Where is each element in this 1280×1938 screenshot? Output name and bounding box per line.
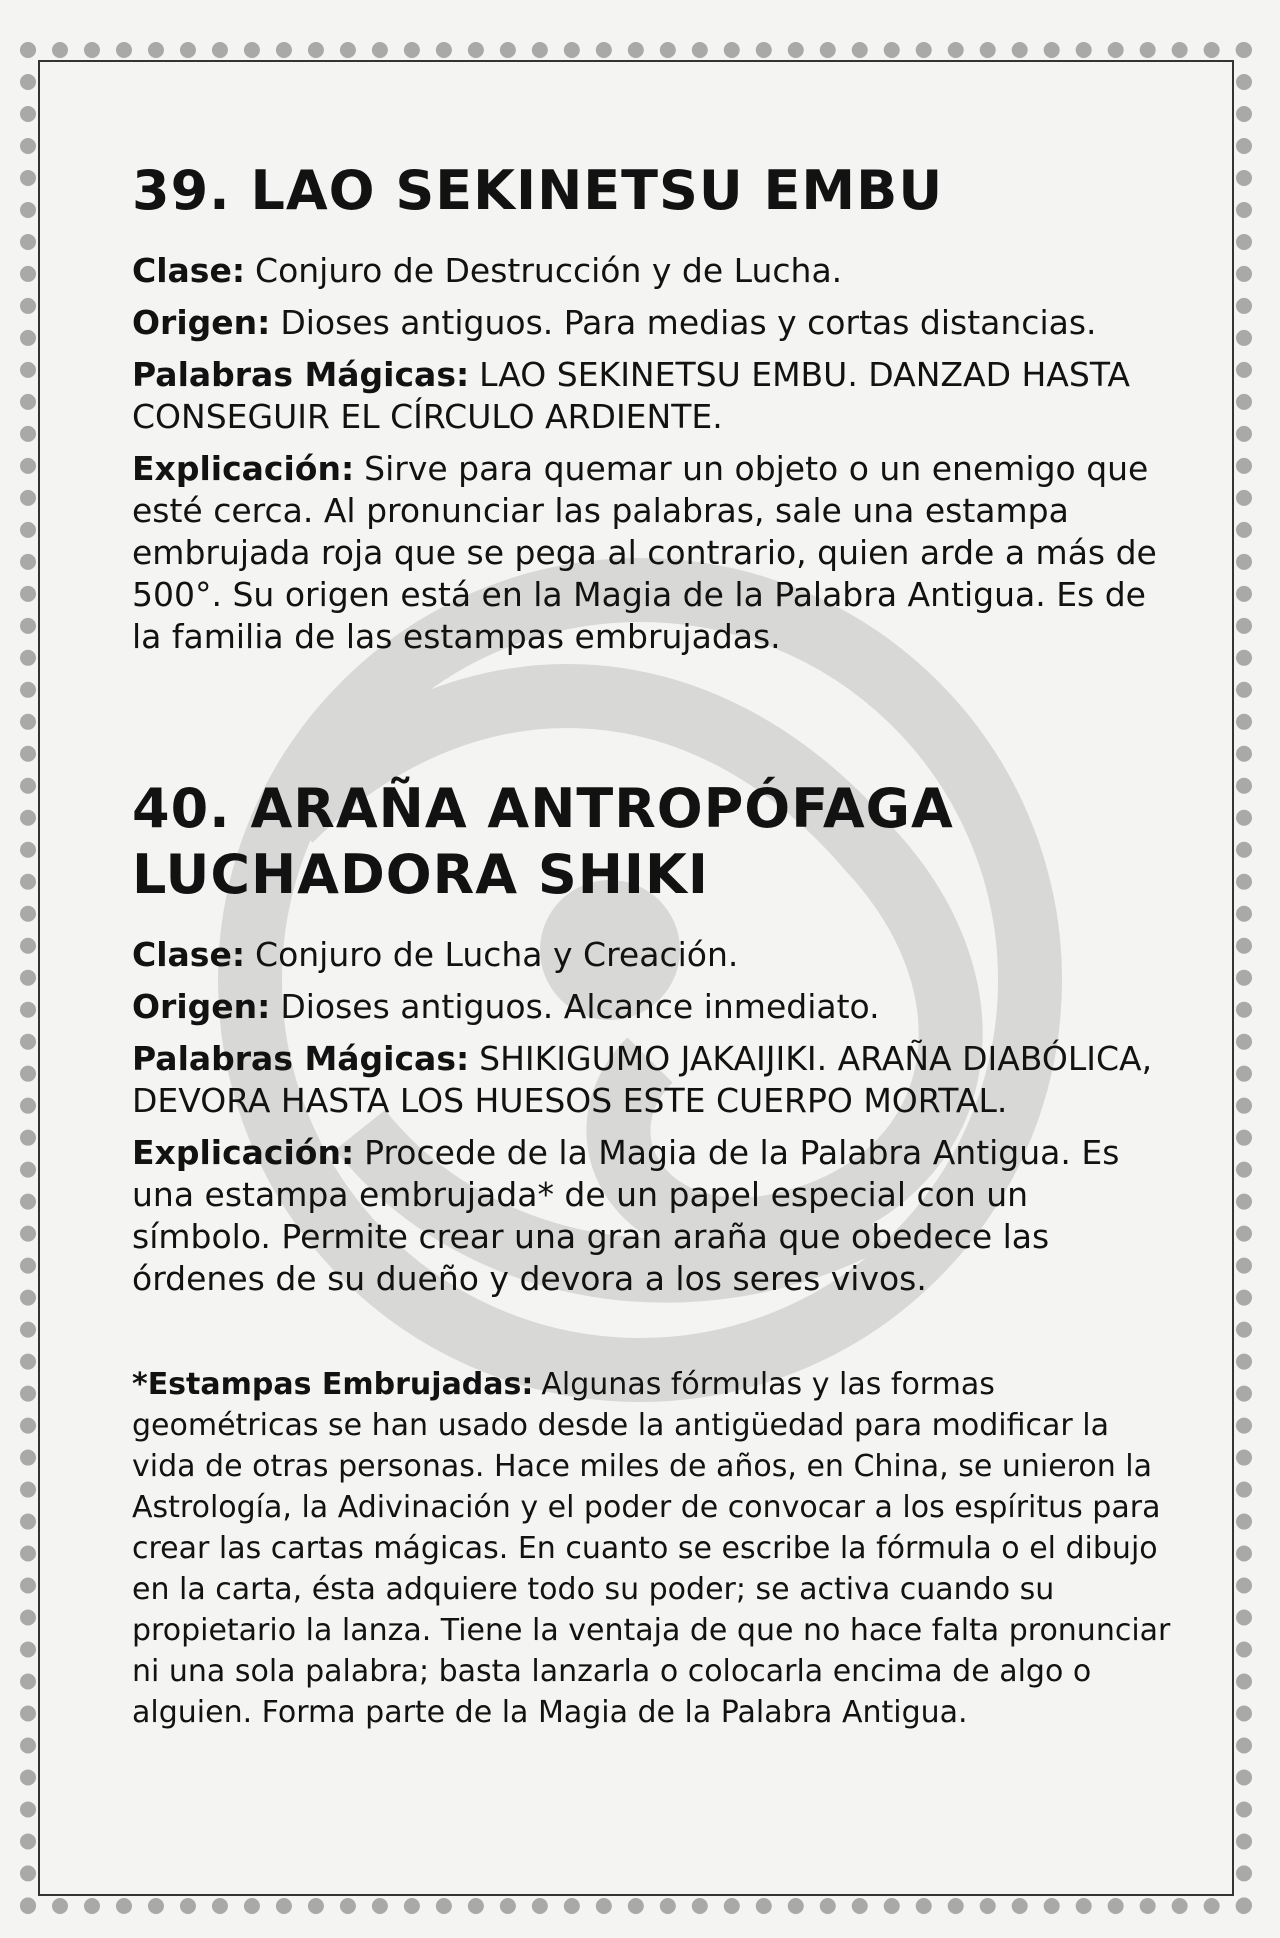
explicacion-value: Procede de la Magia de la Palabra Antigua. Es una estampa embrujada* de un papel especial con un símbolo. Permite crear una gran araña que obedece las órdenes de su dueño y devora a los seres vivos. <box>132 1133 1120 1298</box>
origen-label: Origen: <box>132 987 271 1026</box>
clase-label: Clase: <box>132 935 246 974</box>
palabras-value: LAO SEKINETSU EMBU. DANZAD HASTA CONSEGUIR EL CÍRCULO ARDIENTE. <box>132 355 1130 436</box>
explicacion-value: Sirve para quemar un objeto o un enemigo que esté cerca. Al pronunciar las palabras, sale una estampa embrujada roja que se pega al contrario, quien arde a más de 500°. Su origen está en la Magia de la Palabra Antigua. Es de la familia de las estampas embrujadas. <box>132 449 1157 656</box>
origen-value: Dioses antiguos. Para medias y cortas distancias. <box>280 303 1097 342</box>
palabras-label: Palabras Mágicas: <box>132 355 470 394</box>
clase-label: Clase: <box>132 251 246 290</box>
spell-clase <box>132 934 1172 976</box>
palabras-label: Palabras Mágicas: <box>132 1039 470 1078</box>
spell-origen <box>132 302 1172 344</box>
spell-explicacion <box>132 448 1172 658</box>
footnote <box>132 1364 1172 1733</box>
footnote-label: *Estampas Embrujadas: <box>132 1367 534 1402</box>
footnote-text: Algunas fórmulas y las formas geométricas se han usado desde la antigüedad para modificar la vida de otras personas. Hace miles de años, en China, se unieron la Astrología, la Adivinación y el poder de convocar a los espíritus para crear las cartas mágicas. En cuanto se escribe la fórmula o el dibujo en la carta, ésta adquiere todo su poder; se activa cuando su propietario la lanza. Tiene la ventaja de que no hace falta pronunciar ni una sola palabra; basta lanzarla o colocarla encima de algo o alguien. Forma parte de la Magia de la Palabra Antigua. <box>132 1367 1171 1730</box>
spell-explicacion <box>132 1132 1172 1300</box>
spell-origen <box>132 986 1172 1028</box>
spell-39 <box>132 158 1172 658</box>
clase-value: Conjuro de Destrucción y de Lucha. <box>255 251 843 290</box>
spell-palabras <box>132 354 1172 438</box>
spell-title: 40. ARAÑA ANTROPÓFAGA LUCHADORA SHIKI <box>132 777 954 906</box>
page-content <box>132 158 1172 1763</box>
spell-40 <box>132 776 1172 1300</box>
spell-palabras <box>132 1038 1172 1122</box>
explicacion-label: Explicación: <box>132 449 355 488</box>
explicacion-label: Explicación: <box>132 1133 355 1172</box>
spell-clase <box>132 250 1172 292</box>
clase-value: Conjuro de Lucha y Creación. <box>255 935 739 974</box>
origen-label: Origen: <box>132 303 271 342</box>
spell-title: 39. LAO SEKINETSU EMBU <box>132 159 944 222</box>
origen-value: Dioses antiguos. Alcance inmediato. <box>280 987 880 1026</box>
palabras-value: SHIKIGUMO JAKAIJIKI. ARAÑA DIABÓLICA, DEVORA HASTA LOS HUESOS ESTE CUERPO MORTAL. <box>132 1039 1153 1120</box>
